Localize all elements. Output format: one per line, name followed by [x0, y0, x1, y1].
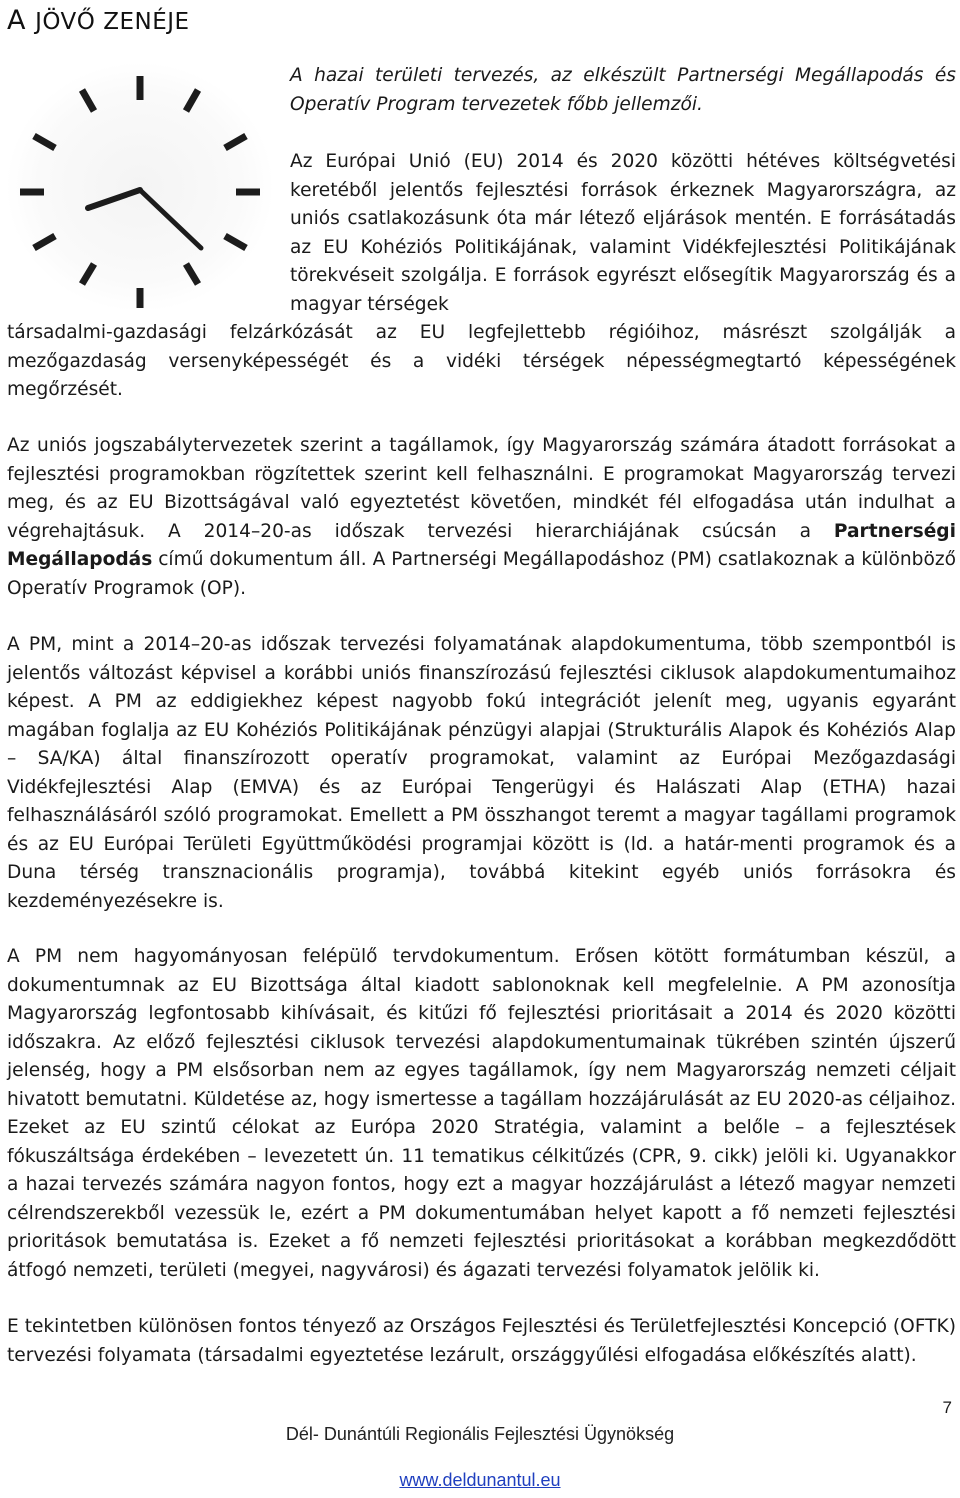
- paragraph-partnership-agreement: [7, 432, 956, 603]
- intro-paragraph-continued: társadalmi-gazdasági felzárkózását az EU legfejlettebb régióihoz, másrészt szolgálják a mezőgazdaság versenyképességét és a vidéki térségek népességmegtartó képességének megőrzését.: [7, 322, 956, 400]
- intro-paragraph: Az Európai Unió (EU) 2014 és 2020 közötti hétéves költségvetési keretéből jelentős fejlesztési források érkeznek Magyarországra, az uniós csatlakozásunk óta már létező eljárások mentén. E forrásátadás az EU Kohéziós Politikájának, valamint Vidékfejlesztési Politikájának törekvéseit szolgálja. E források egyrészt elősegítik Magyarország és a magyar térségek: [290, 151, 956, 315]
- partnership-agreement-term: Partnerségi Megállapodás: [7, 520, 956, 570]
- paragraph-oftk: E tekintetben különösen fontos tényező az Országos Fejlesztési és Területfejlesztési Koncepció (OFTK) tervezési folyamata (társadalmi egyeztetése lezárult, országgyűlési elfogadása előkészítés alatt).: [7, 1316, 956, 1366]
- page-number: 7: [942, 1398, 952, 1417]
- intro-subtitle: A hazai területi tervezés, az elkészült Partnerségi Megállapodás és Operatív Program tervezetek főbb jellemzői.: [290, 65, 956, 115]
- page-title-first-letter: A: [7, 5, 26, 36]
- footer-website-link[interactable]: www.deldunantul.eu: [399, 1470, 561, 1490]
- paragraph-text: Az uniós jogszabálytervezetek szerint a tagállamok, így Magyarország számára átadott forrásokat a fejlesztési programokban rögzítettek szerint kell felhasználni. E programokat Magyarország tervezi meg, és az EU Bizottságával való egyeztetést követően, mindkét fél elfogadása után indulhat a végrehajtásuk. A 2014–20-as időszak tervezési hierarchiájának csúcsán a: [7, 435, 956, 542]
- paragraph-pm-integration: A PM, mint a 2014–20-as időszak tervezési folyamatának alapdokumentuma, több szempontból is jelentős változást képvisel a korábbi uniós finanszírozású fejlesztési ciklusok alapdokumentumaihoz képest. A PM az eddigiekhez képest nagyobb fokú integrációt jelenít meg, ugyanis egyaránt magában foglalja az EU Kohéziós Politikájának pénzügyi alapjai (Strukturális Alapok és Kohéziós Alap – SA/KA) által finanszírozott operatív programokat, valamint az Európai Mezőgazdasági Vidékfejlesztési Alap (EMVA) és az Európai Tengerügyi és Halászati Alap (ETHA) hazai felhasználásáról szóló programokat. Emellett a PM összhangot teremt a magyar tagállami programok és az EU Európai Területi Együttműködési programjai között is (ld. a határ-menti programok és a Duna térség transznacionális programja), továbbá kitekint egyéb uniós forrásokra és kezdeményezésekre is.: [7, 634, 956, 912]
- paragraph-text: című dokumentum áll. A Partnerségi Megállapodáshoz (PM) csatlakoznak a különböző Operatív Programok (OP).: [7, 549, 956, 599]
- paragraph-pm-format: A PM nem hagyományosan felépülő tervdokumentum. Erősen kötött formátumban készül, a dokumentumnak az EU Bizottsága által kiadott sablonoknak kell megfelelnie. A PM azonosítja Magyarország legfontosabb kihívásait, és kitűzi fő fejlesztési prioritásait a 2014 és 2020 közötti időszakra. Az előző fejlesztési ciklusok tervezési alapdokumentumainak tükrében szintén újszerű jelenség, hogy a PM elsősorban nem az egyes tagállamok, így nem Magyarország nemzeti céljait hivatott bemutatni. Küldetése az, hogy ismertesse a tagállam hozzájárulását az EU 2020-as céljaihoz. Ezeket az EU szintű célokat az Európa 2020 Stratégia, valamint a belőle – a fejlesztések fókuszáltsága érdekében – levezetett ún. 11 tematikus célkitűzés (CPR, 9. cikk) jelöli ki. Ugyanakkor a hazai tervezés számára nagyon fontos, hogy ezt a magyar hozzájárulást a létező magyar nemzeti célrendszerekből vezessük le, ezért a PM dokumentumában helyet kapott a fő nemzeti fejlesztési prioritások bemutatása is. Ezeket a fő nemzeti fejlesztési prioritásokat a korábban megkezdődött átfogó nemzeti, területi (megyei, nagyvárosi) és ágazati tervezési folyamatok jelölik ki.: [7, 946, 956, 1281]
- page-title: [7, 4, 190, 39]
- clock-icon: [6, 62, 274, 312]
- page-title-rest: JÖVŐ ZENÉJE: [35, 9, 190, 35]
- footer-organization: Dél- Dunántúli Regionális Fejlesztési Ügynökség: [285, 1424, 675, 1444]
